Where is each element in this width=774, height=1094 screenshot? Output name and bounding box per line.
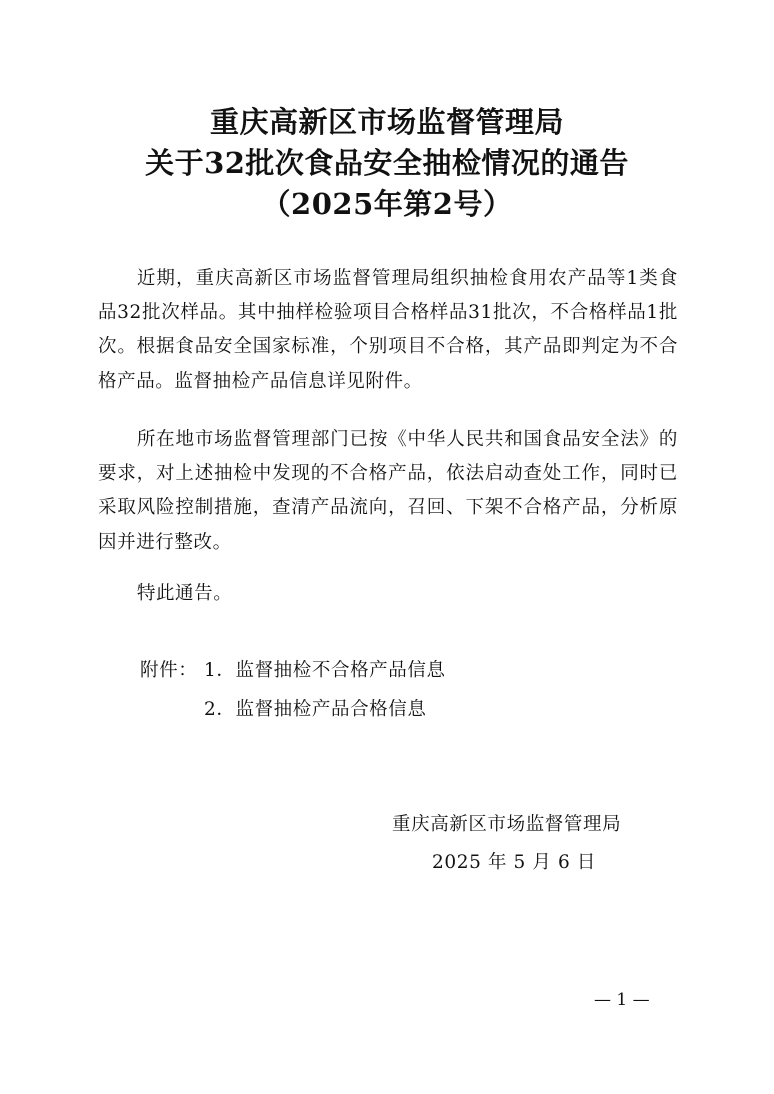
title-line-1: 重庆高新区市场监督管理局 [209, 105, 564, 139]
attachment-label: 附件： [140, 660, 198, 681]
signature-date: 2025 年 5 月 6 日 [432, 852, 596, 873]
paragraph-2 [98, 423, 678, 560]
paragraph-1-text: 近期，重庆高新区市场监督管理局组织抽检食用农产品等1类食品32批次样品。其中抽样检验项目合格样品31批次，不合格样品1批次。根据食品安全国家标准，个别项目不合格，其产品即判定为不合格产品。监督抽检产品信息详见附件。 [98, 268, 678, 392]
closing-text: 特此通告。 [136, 583, 233, 604]
paragraph-1 [98, 262, 678, 399]
page-number: — 1 — [594, 990, 650, 1010]
attachment-item-1: 1．监督抽检不合格产品信息 [204, 660, 446, 681]
signature-org: 重庆高新区市场监督管理局 [392, 814, 622, 835]
title-line-2: 关于32批次食品安全抽检情况的通告 [145, 146, 629, 180]
attachment-item-2: 2．监督抽检产品合格信息 [204, 699, 427, 720]
paragraph-3 [98, 577, 678, 611]
title-line-3: （2025年第2号） [261, 187, 513, 221]
paragraph-2-text: 所在地市场监督管理部门已按《中华人民共和国食品安全法》的要求，对上述抽检中发现的不合格产品，依法启动查处工作，同时已采取风险控制措施，查清产品流向，召回、下架不合格产品，分析原因并进行整改。 [98, 429, 678, 553]
